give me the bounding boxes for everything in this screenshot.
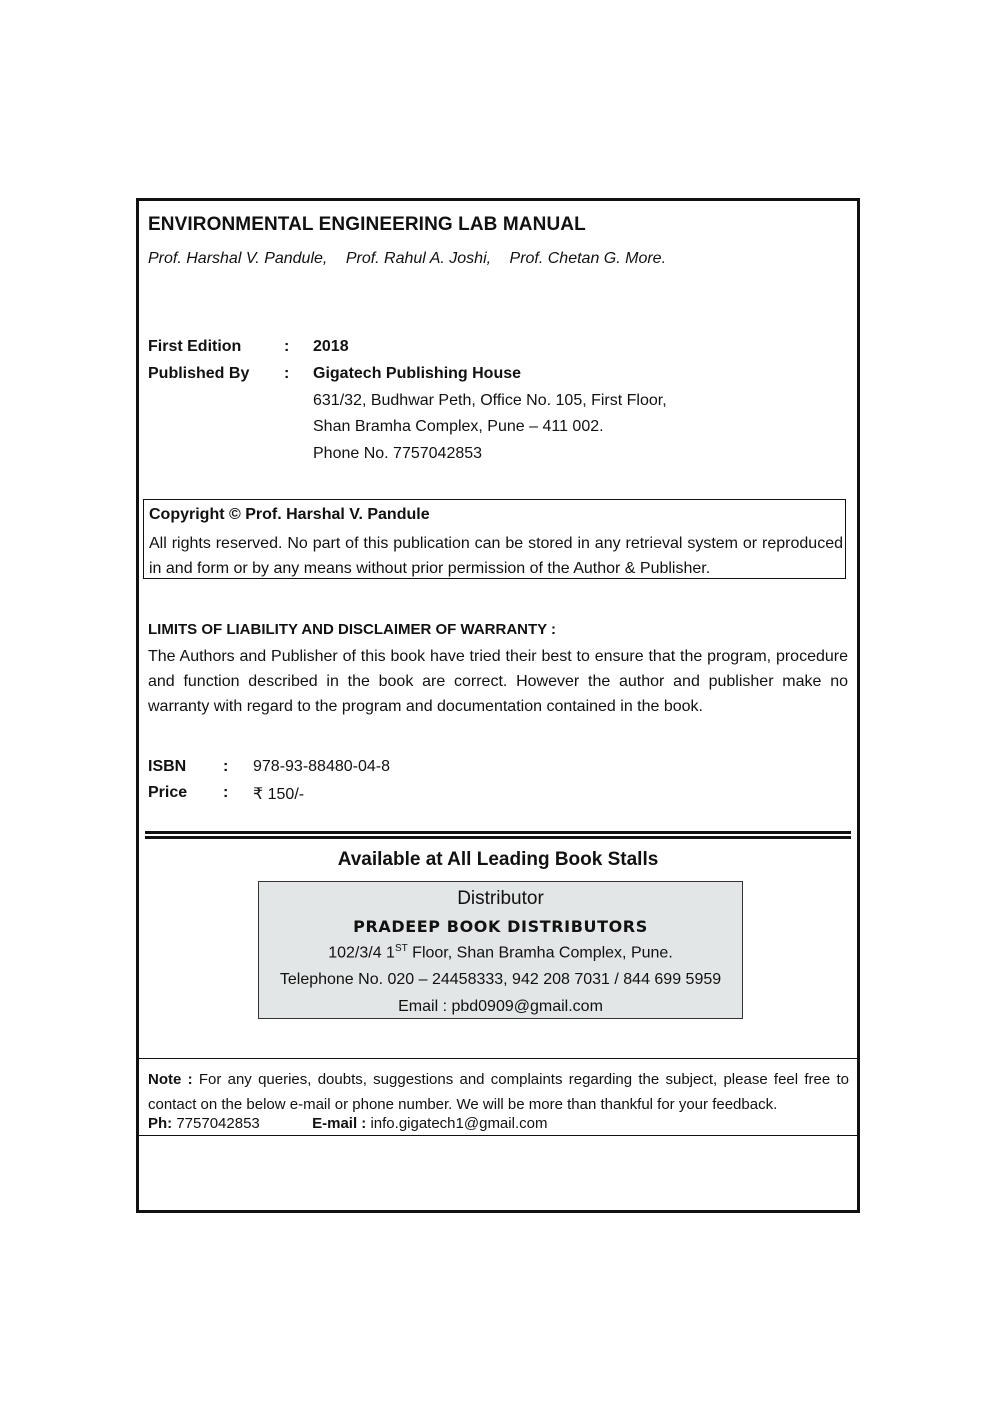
book-title: ENVIRONMENTAL ENGINEERING LAB MANUAL [148, 214, 586, 235]
copyright-heading: Copyright © Prof. Harshal V. Pandule [149, 506, 430, 523]
disclaimer-text: The Authors and Publisher of this book have tried their best to ensure that the program, procedure and function described in the book are correct. However the author and publisher make no warranty with regard to the program and documentation contained in the book. [148, 648, 848, 715]
publisher-address-line1: 631/32, Budhwar Peth, Office No. 105, First Floor, [313, 392, 667, 409]
distributor-address-sup: ST [394, 943, 408, 954]
copyright-box [143, 499, 846, 579]
price-label: Price [148, 784, 188, 801]
disclaimer-heading: LIMITS OF LIABILITY AND DISCLAIMER OF WARRANTY : [148, 621, 557, 638]
note-label: Note : [148, 1071, 193, 1088]
note-divider-bottom [139, 1135, 857, 1136]
author-2: Prof. Rahul A. Joshi, [345, 250, 492, 267]
author-list [148, 250, 680, 268]
contact-email-label: E-mail : [312, 1115, 367, 1132]
distributor-box [258, 881, 743, 1019]
publisher-address-line2: Shan Bramha Complex, Pune – 411 002. [313, 418, 604, 435]
distributor-address-pre: 102/3/4 1 [328, 944, 395, 962]
double-rule-bottom [145, 836, 851, 839]
edition-label: First Edition [148, 338, 242, 355]
distributor-address [259, 943, 742, 962]
contact-line [148, 1115, 547, 1132]
publisher-label: Published By [148, 365, 250, 382]
contact-phone-value: 7757042853 [172, 1115, 260, 1132]
note-text: For any queries, doubts, suggestions and complaints regarding the subject, please feel free to contact on the below e-mail or phone number. We will be more than thankful for your feedback. [148, 1071, 849, 1113]
isbn-value: 978-93-88480-04-8 [253, 758, 390, 775]
edition-sep: : [284, 338, 290, 355]
isbn-sep: : [223, 758, 229, 775]
author-3: Prof. Chetan G. More. [509, 250, 667, 267]
note-text-block [148, 1067, 849, 1117]
distributor-address-post: Floor, Shan Bramha Complex, Pune. [407, 944, 673, 962]
publisher-phone: Phone No. 7757042853 [313, 445, 483, 462]
availability-heading: Available at All Leading Book Stalls [337, 849, 659, 870]
double-rule-top [145, 831, 851, 834]
isbn-label: ISBN [148, 758, 187, 775]
edition-value: 2018 [313, 338, 349, 355]
distributor-telephone: Telephone No. 020 – 24458333, 942 208 7031 / 844 699 5959 [279, 971, 722, 988]
note-divider-top [139, 1058, 857, 1059]
distributor-name: PRADEEP BOOK DISTRIBUTORS [353, 917, 648, 936]
price-value: ₹ 150/- [253, 786, 305, 803]
distributor-heading: Distributor [457, 888, 544, 909]
contact-email-value: info.gigatech1@gmail.com [366, 1115, 548, 1132]
copyright-text: All rights reserved. No part of this publication can be stored in any retrieval system or reproduced in and form or by any means without prior permission of the Author & Publisher. [149, 535, 843, 577]
distributor-email: Email : pbd0909@gmail.com [398, 998, 603, 1015]
publisher-name: Gigatech Publishing House [313, 365, 522, 382]
author-1: Prof. Harshal V. Pandule, [148, 250, 328, 267]
imprint-frame [136, 198, 860, 1213]
publisher-sep: : [284, 365, 290, 382]
price-sep: : [223, 784, 229, 801]
contact-phone-label: Ph: [148, 1115, 173, 1132]
